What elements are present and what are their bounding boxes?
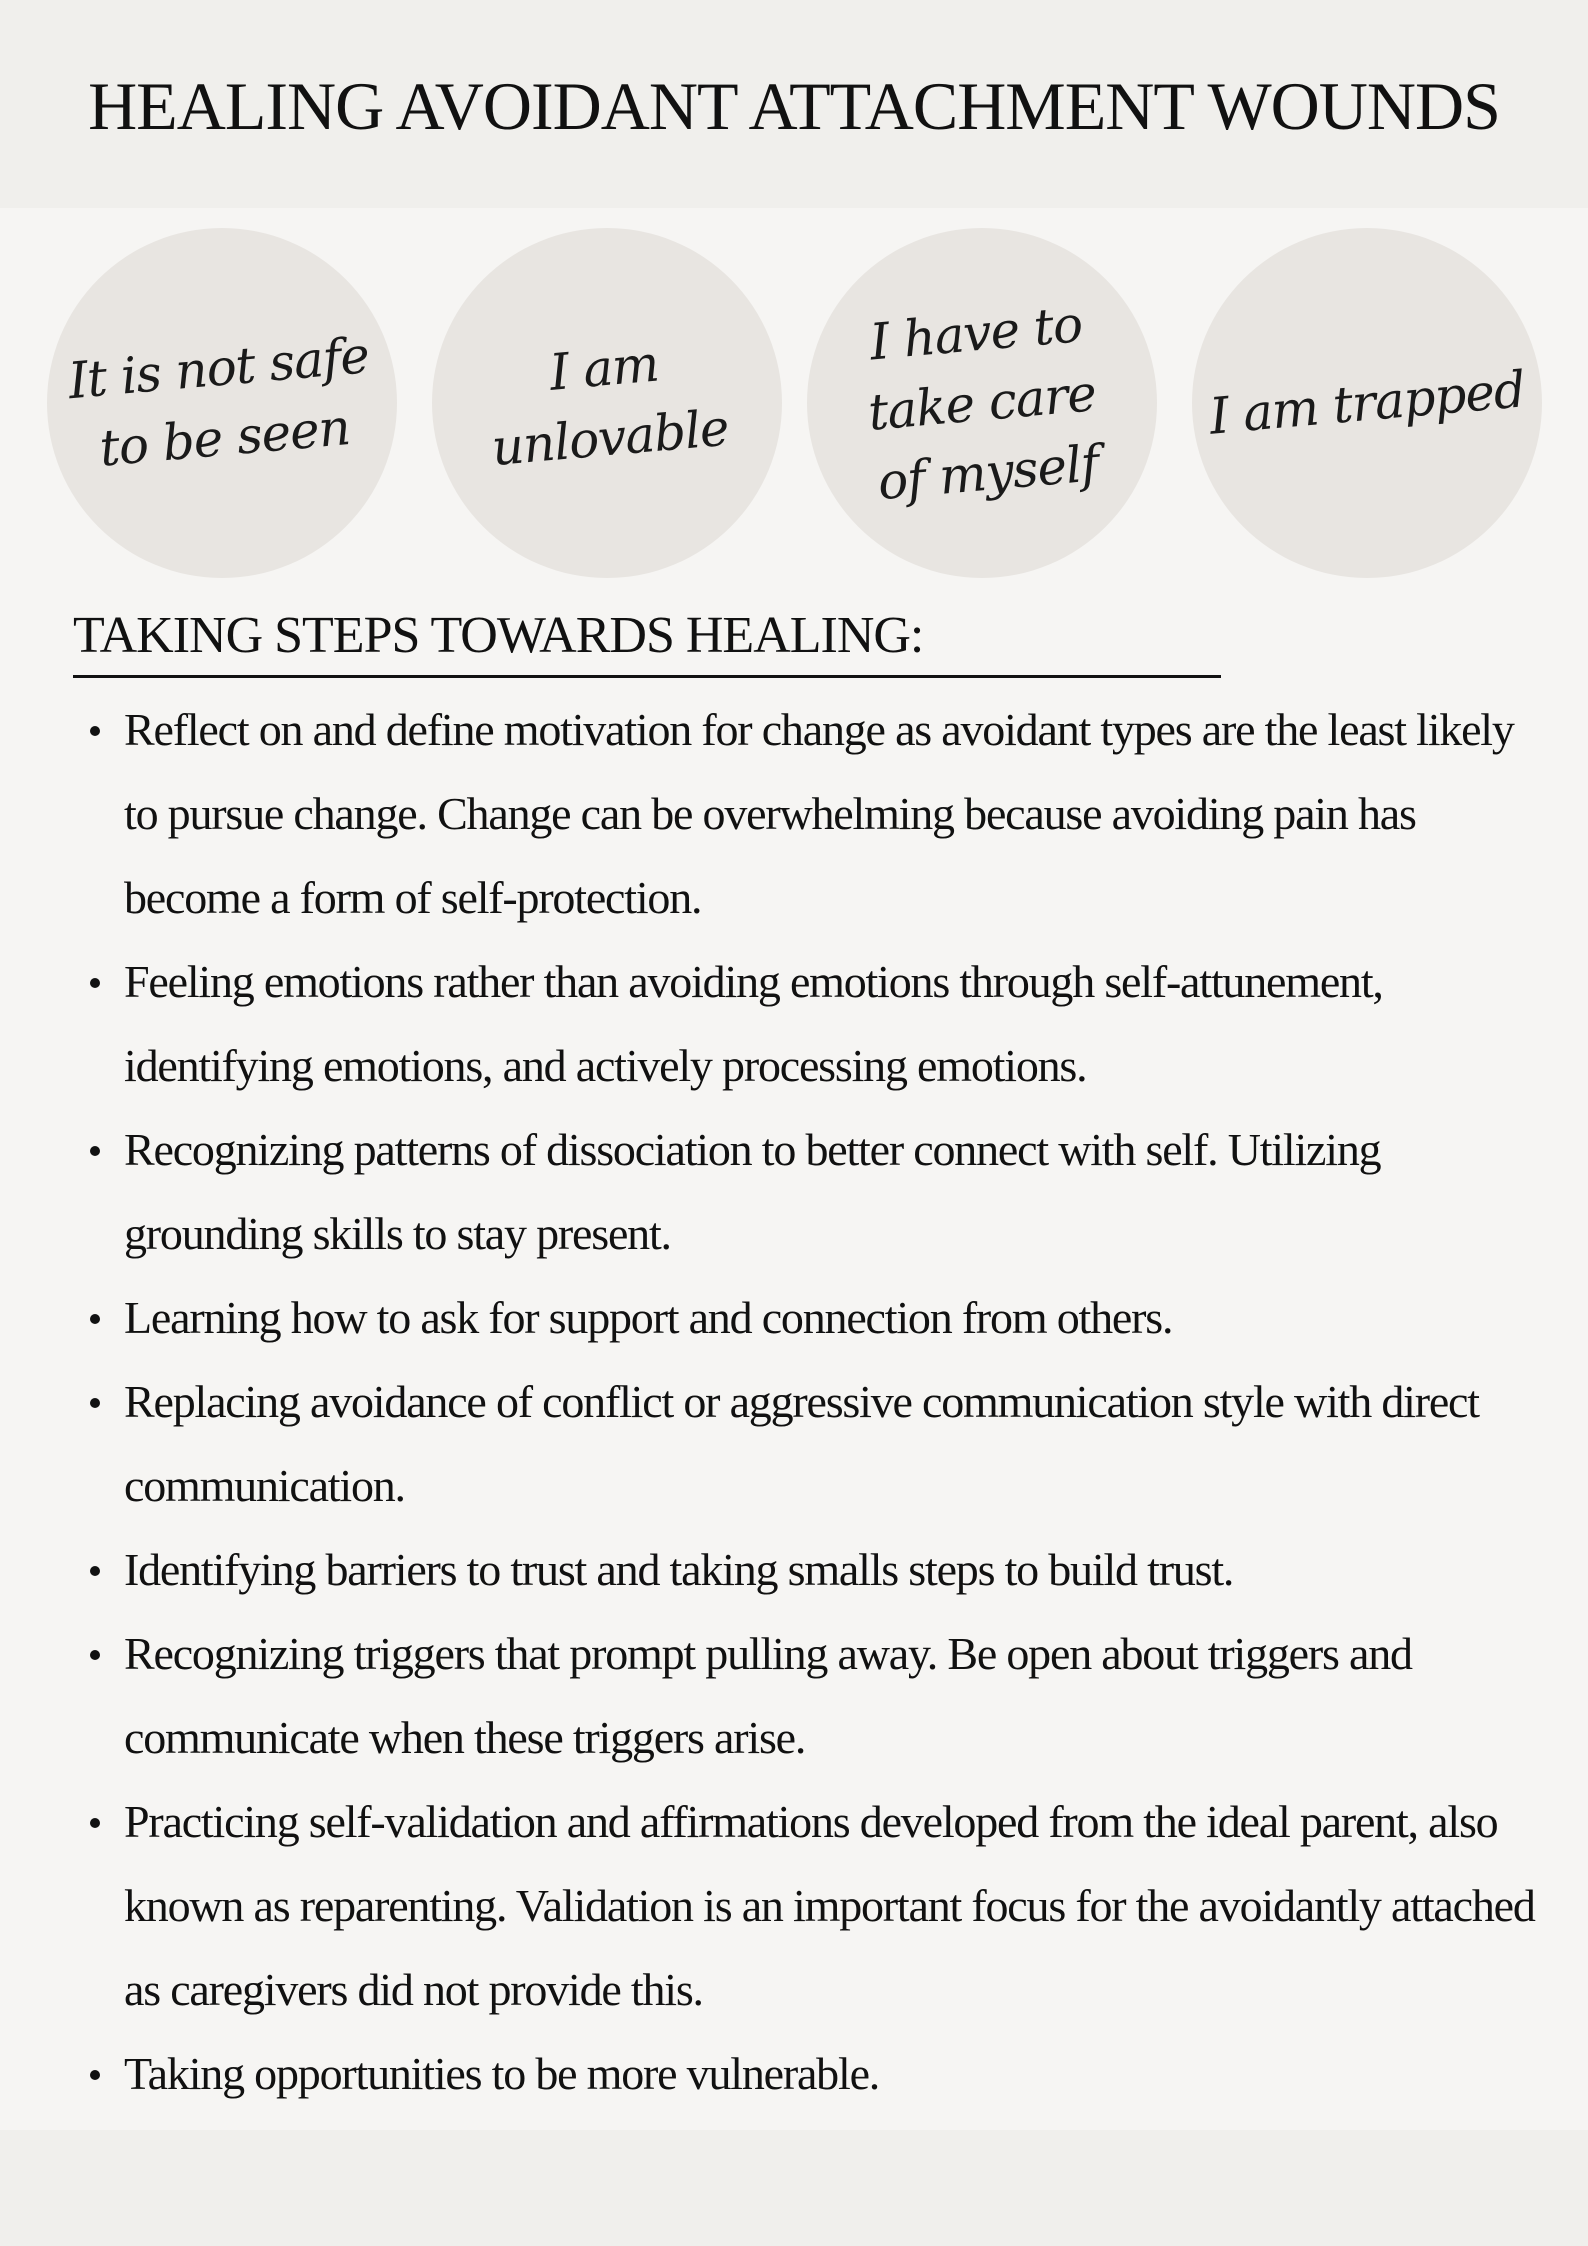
step-text: Replacing avoidance of conflict or aggressive communication style with direct communication.	[124, 1376, 1479, 1511]
step-text: Practicing self-validation and affirmations developed from the ideal parent, also known as reparenting. Validation is an important focus for the avoidantly attached as caregivers did not provide this.	[124, 1796, 1535, 2015]
belief-circle-take-care	[807, 228, 1157, 578]
step-item	[124, 688, 1544, 940]
bullet-icon	[90, 1566, 100, 1576]
step-item	[124, 1612, 1544, 1780]
bullet-icon	[90, 1650, 100, 1660]
steps-list	[124, 688, 1544, 2116]
section-heading: TAKING STEPS TOWARDS HEALING:	[73, 607, 924, 664]
step-item	[124, 1780, 1544, 2032]
step-item	[124, 940, 1544, 1108]
bullet-icon	[90, 1398, 100, 1408]
bullet-icon	[90, 1818, 100, 1828]
belief-circle-trapped	[1192, 228, 1542, 578]
bullet-icon	[90, 726, 100, 736]
bullet-icon	[90, 1146, 100, 1156]
belief-text: It is not safe to be seen	[66, 326, 372, 478]
belief-text: I am trapped	[1206, 360, 1528, 446]
belief-text: I am unlovable	[489, 334, 731, 478]
belief-circle-unlovable	[432, 228, 782, 578]
bullet-icon	[90, 1314, 100, 1324]
footer-band	[0, 2130, 1588, 2246]
step-item	[124, 1360, 1544, 1528]
step-text: Identifying barriers to trust and taking smalls steps to build trust.	[124, 1544, 1234, 1595]
step-text: Reflect on and define motivation for change as avoidant types are the least likely to pursue change. Change can be overwhelming because avoiding pain has become a form of self-protection.	[124, 704, 1514, 923]
bullet-icon	[90, 978, 100, 988]
step-item	[124, 1276, 1544, 1360]
step-item	[124, 1528, 1544, 1612]
step-text: Recognizing patterns of dissociation to better connect with self. Utilizing grounding skills to stay present.	[124, 1124, 1381, 1259]
heading-underline	[73, 675, 1221, 678]
step-text: Learning how to ask for support and connection from others.	[124, 1292, 1173, 1343]
step-text: Feeling emotions rather than avoiding emotions through self-attunement, identifying emotions, and actively processing emotions.	[124, 956, 1383, 1091]
step-item	[124, 1108, 1544, 1276]
step-item	[124, 2032, 1544, 2116]
step-text: Taking opportunities to be more vulnerable.	[124, 2048, 880, 2099]
belief-circle-not-safe	[47, 228, 397, 578]
step-text: Recognizing triggers that prompt pulling away. Be open about triggers and communicate when these triggers arise.	[124, 1628, 1412, 1763]
page-title: HEALING AVOIDANT ATTACHMENT WOUNDS	[88, 68, 1500, 144]
bullet-icon	[90, 2070, 100, 2080]
belief-text: I have to take care of myself	[865, 295, 1101, 512]
